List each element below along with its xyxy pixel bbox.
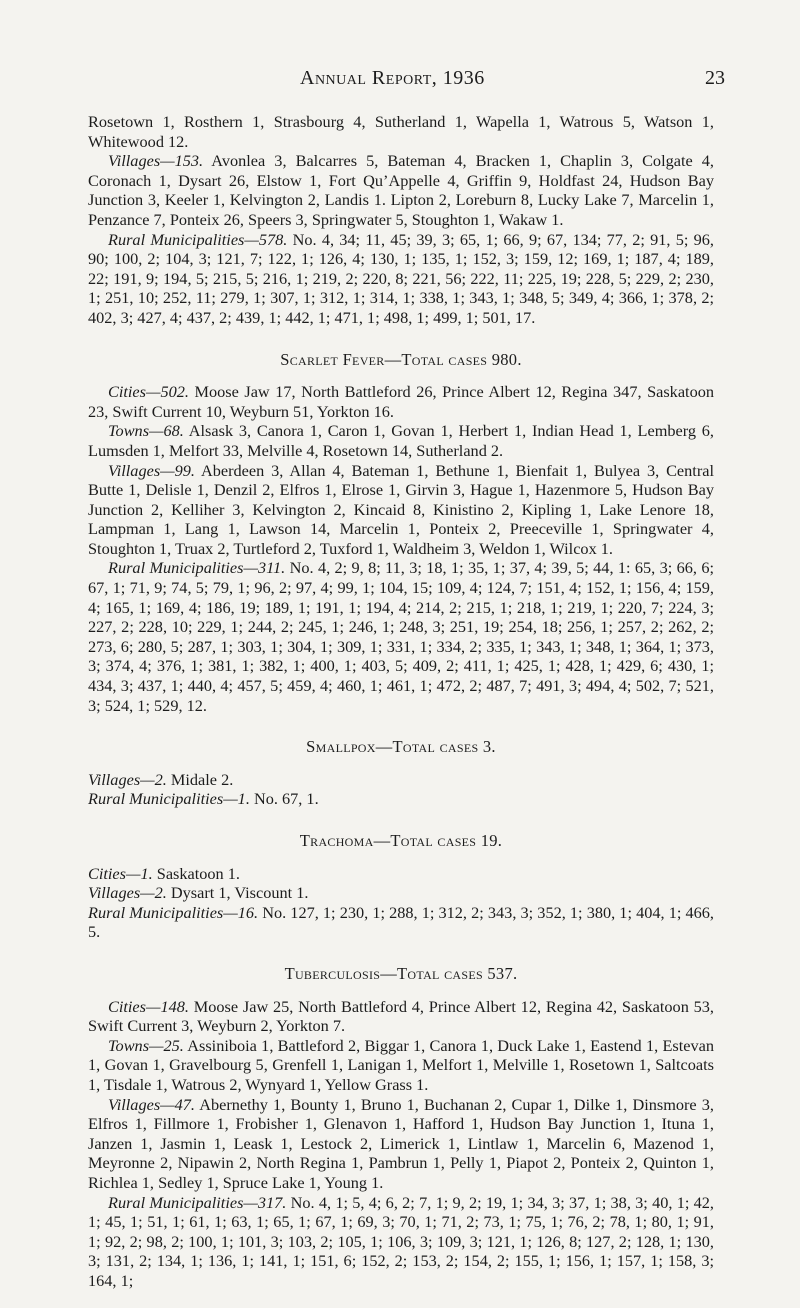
entry-paragraph — [88, 230, 714, 328]
entry-paragraph — [88, 789, 714, 809]
entry-category: Cities—502. — [108, 382, 189, 402]
running-title: Annual Report, 1936 — [300, 67, 485, 89]
section-heading-scarlet-fever: Scarlet Fever—Total cases 980. — [280, 349, 522, 369]
entry-paragraph — [88, 1095, 714, 1193]
entry-paragraph — [88, 558, 714, 715]
entry-paragraph — [88, 883, 714, 903]
entry-category: Villages—99. — [108, 460, 195, 480]
entry-paragraph — [88, 903, 714, 942]
entry-category: Rural Municipalities—311. — [108, 558, 286, 578]
entry-text: Midale 2. — [166, 769, 234, 789]
continued-paragraph: Rosetown 1, Rosthern 1, Strasbourg 4, Sutherland 1, Wapella 1, Watrous 5, Watson 1, Whitewood 12. — [88, 112, 714, 151]
running-header — [0, 67, 800, 97]
entry-category: Villages—2. — [88, 769, 167, 789]
entry-paragraph — [88, 1036, 714, 1095]
entry-text: Avonlea 3, Balcarres 5, Bateman 4, Bracken 1, Chaplin 3, Colgate 4, Coronach 1, Dysart 26, Elstow 1, Fort Qu’Appelle 4, Griffin 9, Holdfast 24, Hudson Bay Junction 3, Keeler 1, Kelvington 2, Landis 1. Lipton 2, Loreburn 8, Lucky Lake 7, Marcelin 1, Penzance 7, Ponteix 26, Speers 3, Springwater 5, Stoughton 1, Wakaw 1. — [88, 151, 714, 229]
entry-paragraph — [88, 770, 714, 790]
entry-text: Alsask 3, Canora 1, Caron 1, Govan 1, Herbert 1, Indian Head 1, Lemberg 6, Lumsden 1, Melfort 33, Melville 4, Rosetown 14, Sutherland 2. — [88, 421, 714, 460]
entry-paragraph — [88, 1193, 714, 1291]
entry-category: Towns—25. — [108, 1035, 184, 1055]
entry-text: No. 127, 1; 230, 1; 288, 1; 312, 2; 343, 3; 352, 1; 380, 1; 404, 1; 466, 5. — [88, 902, 714, 942]
entry-text: No. 67, 1. — [249, 789, 319, 809]
entry-category: Cities—148. — [108, 996, 189, 1016]
entry-category: Villages—47. — [108, 1094, 195, 1114]
entry-paragraph — [88, 421, 714, 460]
entry-text: Moose Jaw 25, North Battleford 4, Prince Albert 12, Regina 42, Saskatoon 53, Swift Current 3, Weyburn 2, Yorkton 7. — [88, 996, 714, 1036]
entry-paragraph — [88, 151, 714, 229]
entry-paragraph — [88, 864, 714, 884]
entry-category: Villages—153. — [108, 151, 204, 171]
entry-category: Villages—2. — [88, 883, 167, 903]
entry-paragraph — [88, 997, 714, 1036]
entry-category: Cities—1. — [88, 863, 153, 883]
entry-text: Aberdeen 3, Allan 4, Bateman 1, Bethune 1, Bienfait 1, Bulyea 3, Central Butte 1, Delisle 1, Denzil 2, Elfros 1, Elrose 1, Girvin 3, Hague 1, Hazenmore 5, Hudson Bay Junction 2, Kelliher 3, Kelvington 2, Kincaid 8, Kinistino 2, Kipling 1, Lake Lenore 18, Lampman 1, Lang 1, Lawson 14, Marcelin 1, Ponteix 2, Preeceville 1, Springwater 4, Stoughton 1, Truax 2, Turtleford 2, Tuxford 1, Waldheim 3, Weldon 1, Wilcox 1. — [88, 460, 714, 558]
entry-category: Rural Municipalities—16. — [88, 902, 259, 922]
entry-category: Rural Municipalities—578. — [108, 229, 288, 249]
section-heading-tuberculosis: Tuberculosis—Total cases 537. — [284, 963, 518, 983]
entry-text: No. 4, 34; 11, 45; 39, 3; 65, 1; 66, 9; 67, 134; 77, 2; 91, 5; 96, 90; 100, 2; 104, 3; 121, 7; 122, 1; 126, 4; 130, 1; 135, 1; 152, 3; 159, 12; 169, 1; 187, 4; 189, 22; 191, 9; 194, 5; 215, 5; 216, 1; 219, 2; 220, 8; 221, 56; 222, 11; 225, 19; 228, 5; 229, 2; 230, 1; 251, 10; 252, 11; 279, 1; 307, 1; 312, 1; 314, 1; 338, 1; 343, 1; 348, 5; 349, 4; 366, 1; 378, 2; 402, 3; 427, 4; 437, 2; 439, 1; 442, 1; 471, 1; 498, 1; 499, 1; 501, 17. — [88, 229, 714, 327]
entry-text: No. 4, 2; 9, 8; 11, 3; 18, 1; 35, 1; 37, 4; 39, 5; 44, 1: 65, 3; 66, 6; 67, 1; 71, 9; 74, 5; 79, 1; 96, 2; 97, 4; 99, 1; 104, 15; 109, 4; 124, 7; 151, 4; 152, 1; 156, 4; 159, 4; 165, 1; 169, 4; 186, 19; 189, 1; 191, 1; 194, 4; 214, 2; 215, 1; 218, 1; 219, 1; 220, 7; 224, 3; 227, 2; 228, 10; 229, 1; 244, 2; 245, 1; 246, 1; 248, 3; 251, 19; 254, 18; 256, 1; 257, 2; 262, 2; 273, 6; 280, 5; 287, 1; 303, 1; 304, 1; 309, 1; 331, 1; 334, 2; 335, 1; 343, 1; 348, 1; 364, 1; 373, 3; 374, 4; 376, 1; 381, 1; 382, 1; 400, 1; 403, 5; 409, 2; 411, 1; 425, 1; 428, 1; 429, 6; 430, 1; 434, 3; 437, 1; 440, 4; 457, 5; 459, 4; 460, 1; 461, 1; 472, 2; 487, 7; 491, 3; 494, 4; 502, 7; 521, 3; 524, 1; 529, 12. — [88, 558, 714, 715]
entry-text: Dysart 1, Viscount 1. — [166, 883, 309, 903]
section-heading-trachoma: Trachoma—Total cases 19. — [299, 831, 503, 850]
entry-category: Rural Municipalities—317. — [108, 1192, 287, 1212]
page-number: 23 — [705, 67, 725, 89]
entry-text: Abernethy 1, Bounty 1, Bruno 1, Buchanan 2, Cupar 1, Dilke 1, Dinsmore 3, Elfros 1, Fillmore 1, Frobisher 1, Glenavon 1, Hafford 1, Hudson Bay Junction 1, Ituna 1, Janzen 1, Jasmin 1, Leask 1, Lestock 2, Limerick 1, Lintlaw 1, Marcelin 6, Mazenod 1, Meyronne 2, Nipawin 2, North Regina 1, Pambrun 1, Pelly 1, Piapot 2, Ponteix 2, Quinton 1, Richlea 1, Sedley 1, Spruce Lake 1, Young 1. — [88, 1094, 714, 1192]
entry-category: Towns—68. — [108, 421, 184, 441]
entry-category: Rural Municipalities—1. — [88, 789, 250, 809]
entry-paragraph — [88, 382, 714, 421]
report-body — [88, 112, 714, 1290]
entry-paragraph — [88, 461, 714, 559]
entry-text: Moose Jaw 17, North Battleford 26, Prince Albert 12, Regina 347, Saskatoon 23, Swift Current 10, Weyburn 51, Yorkton 16. — [88, 382, 714, 421]
section-heading-smallpox: Smallpox—Total cases 3. — [306, 737, 496, 757]
entry-text: Assiniboia 1, Battleford 2, Biggar 1, Canora 1, Duck Lake 1, Eastend 1, Estevan 1, Govan 1, Gravelbourg 5, Grenfell 1, Lanigan 1, Melfort 1, Melville 1, Rosetown 1, Saltcoats 1, Tisdale 1, Watrous 2, Wynyard 1, Yellow Grass 1. — [88, 1035, 714, 1094]
entry-text: No. 4, 1; 5, 4; 6, 2; 7, 1; 9, 2; 19, 1; 34, 3; 37, 1; 38, 3; 40, 1; 42, 1; 45, 1; 51, 1; 61, 1; 63, 1; 65, 1; 67, 1; 69, 3; 70, 1; 71, 2; 73, 1; 75, 1; 76, 2; 78, 1; 80, 1; 91, 1; 92, 2; 98, 2; 100, 1; 101, 3; 103, 2; 105, 1; 106, 3; 109, 3; 121, 1; 126, 8; 127, 2; 128, 1; 130, 3; 131, 2; 134, 1; 136, 1; 141, 1; 151, 6; 152, 2; 153, 2; 154, 2; 155, 1; 156, 1; 157, 1; 158, 3; 164, 1; — [88, 1192, 714, 1290]
entry-text: Saskatoon 1. — [152, 863, 240, 883]
